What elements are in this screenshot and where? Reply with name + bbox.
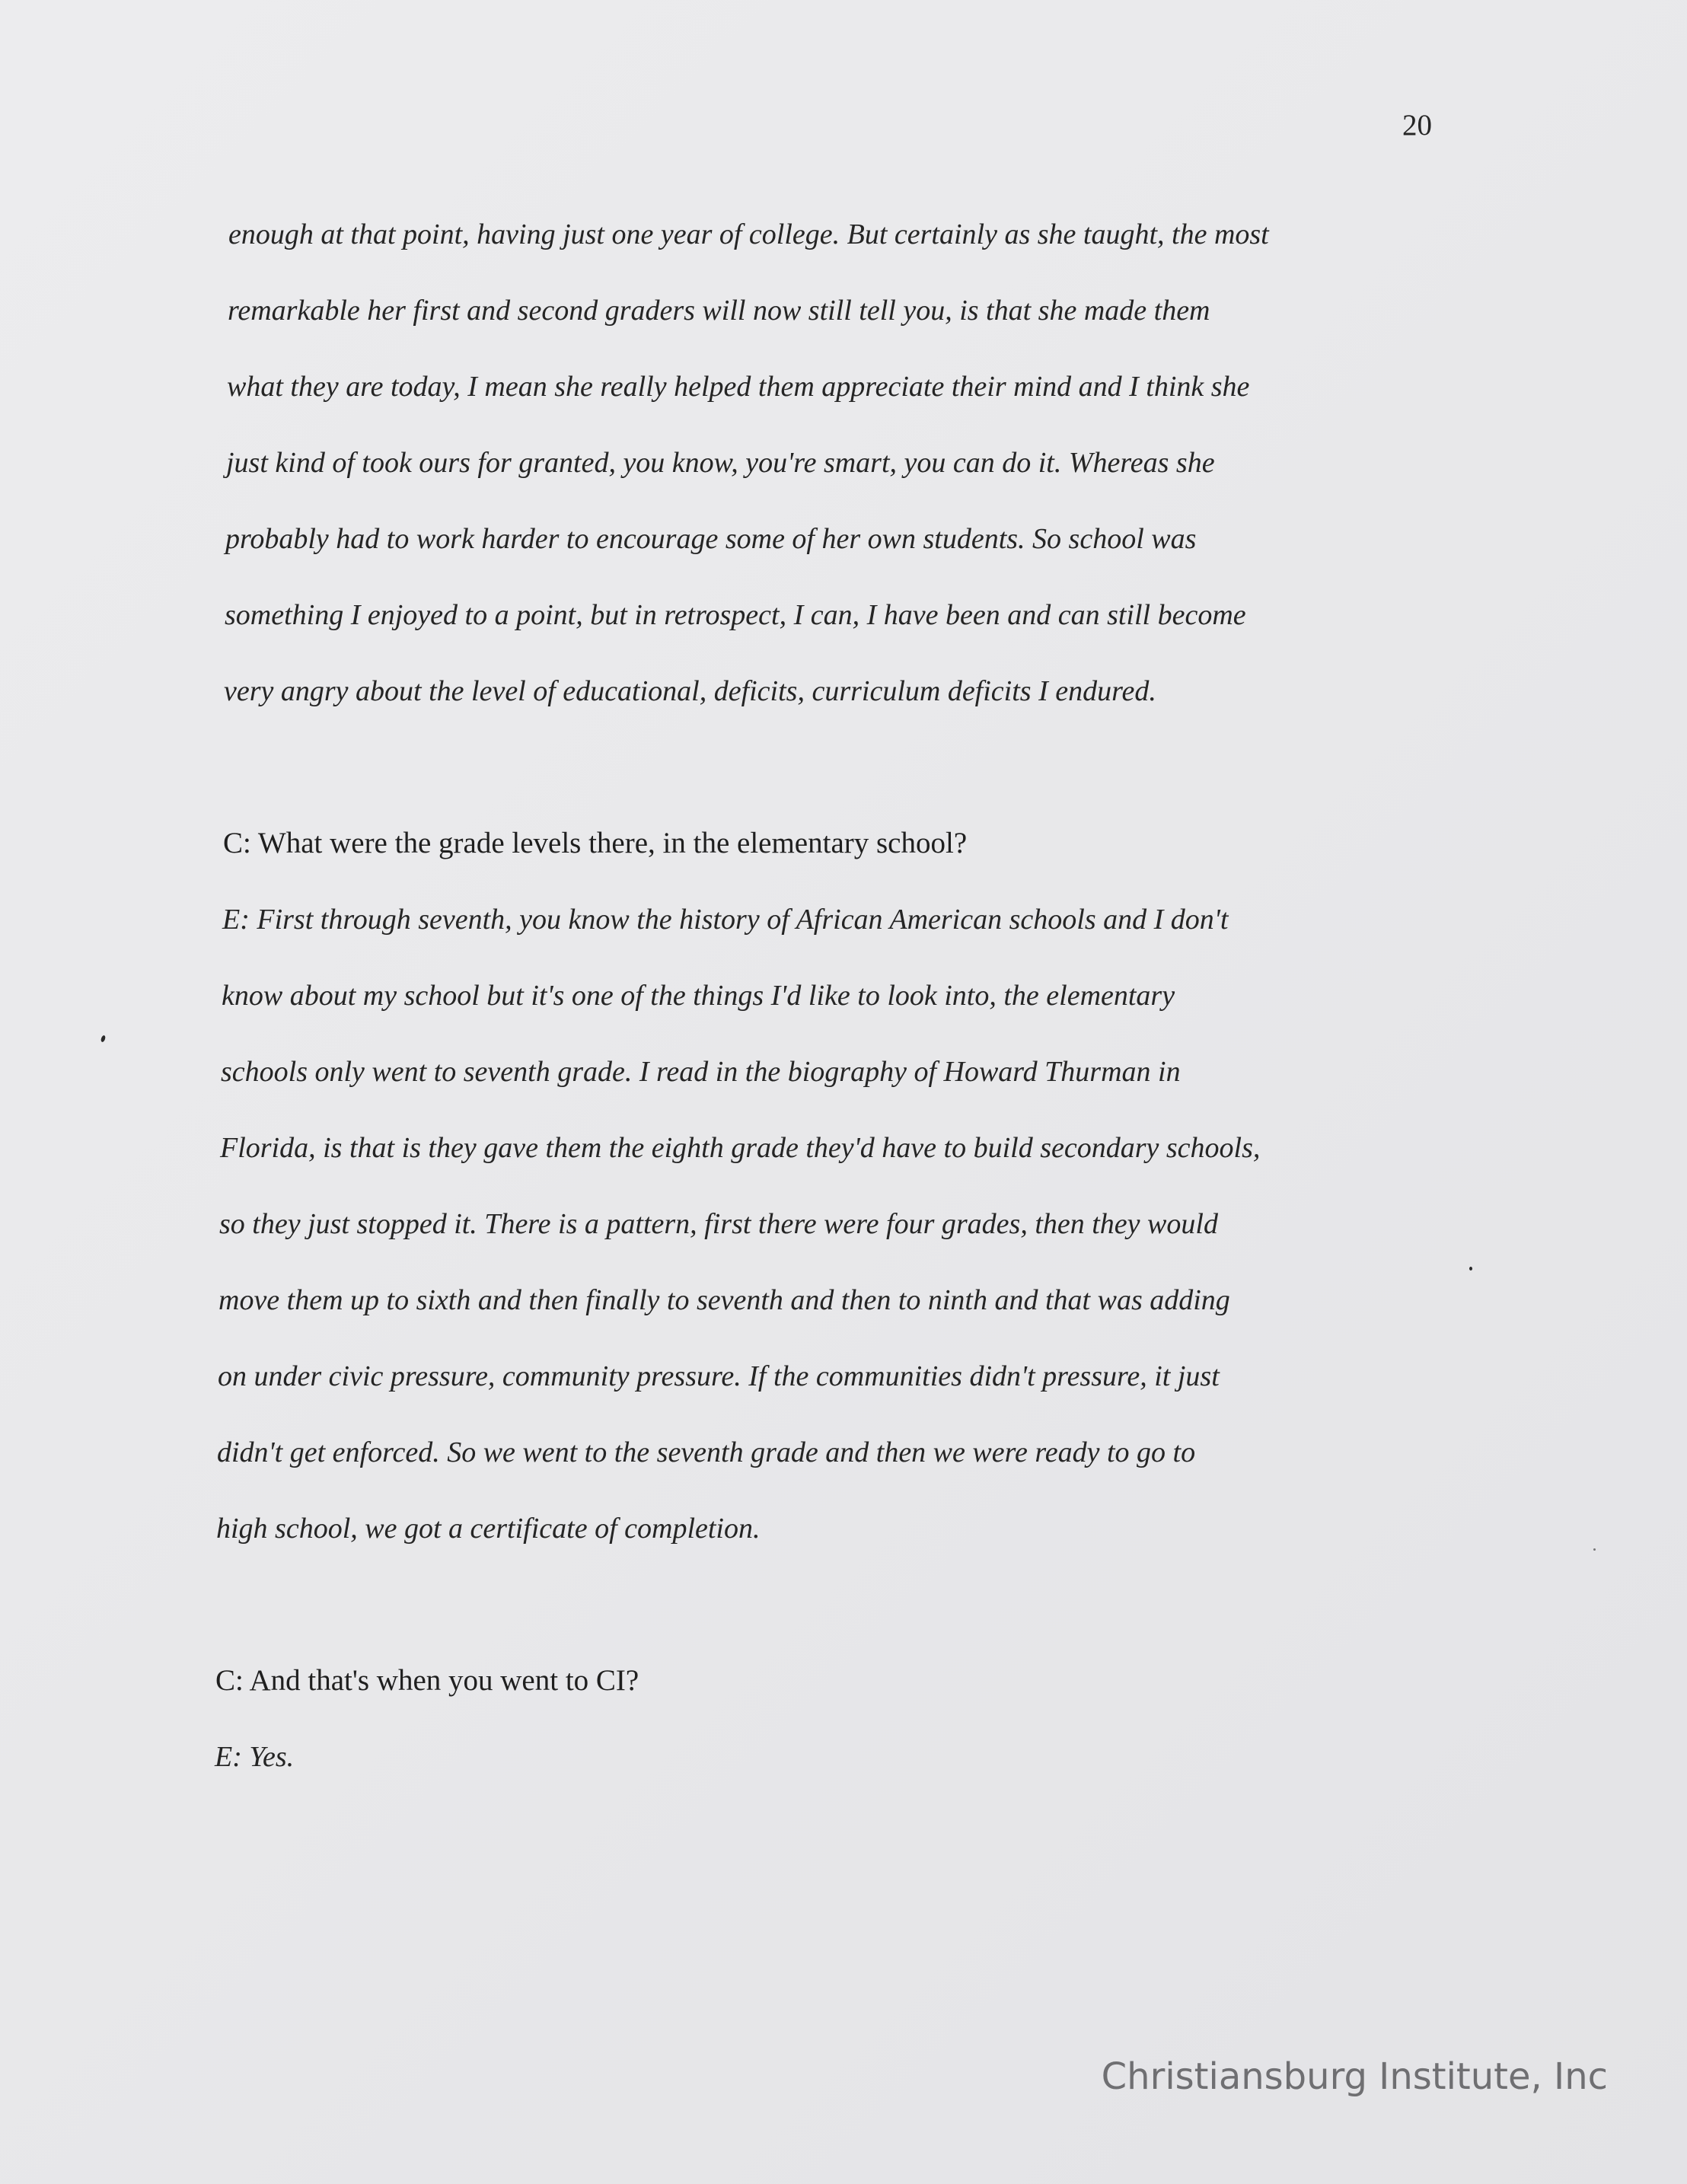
transcript-line: high school, we got a certificate of completion. xyxy=(216,1513,761,1545)
paragraph-gap xyxy=(228,1567,1446,1643)
paragraph-gap xyxy=(228,729,1446,805)
transcript-line: something I enjoyed to a point, but in retrospect, I can, I have been and can still become xyxy=(225,599,1246,631)
transcript-line: schools only went to seventh grade. I read in the biography of Howard Thurman in xyxy=(221,1056,1181,1088)
interviewer-question: C: And that's when you went to CI? xyxy=(215,1664,639,1697)
transcript-line: didn't get enforced. So we went to the seventh grade and then we were ready to go to xyxy=(217,1436,1196,1468)
transcript-line: E: First through seventh, you know the history of African American schools and I don't xyxy=(222,904,1229,936)
page-number: 20 xyxy=(1402,109,1432,142)
transcript-line: Florida, is that is they gave them the eighth grade they'd have to build secondary schools, xyxy=(220,1132,1261,1164)
transcript-line: probably had to work harder to encourage some of her own students. So school was xyxy=(225,523,1197,555)
transcript-body xyxy=(215,196,1446,1795)
transcript-line: on under civic pressure, community pressure. If the communities didn't pressure, it just xyxy=(218,1360,1220,1392)
interviewer-question: C: What were the grade levels there, in the elementary school? xyxy=(223,827,968,859)
watermark: Christiansburg Institute, Inc xyxy=(1101,2055,1608,2098)
scan-speck xyxy=(1593,1548,1596,1551)
transcript-line: remarkable her first and second graders will now still tell you, is that she made them xyxy=(228,295,1210,327)
scan-speck xyxy=(100,1035,107,1042)
transcript-line: enough at that point, having just one year of college. But certainly as she taught, the most xyxy=(228,218,1269,250)
transcript-line: very angry about the level of educational, deficits, curriculum deficits I endured. xyxy=(224,675,1156,707)
transcript-line: know about my school but it's one of the things I'd like to look into, the elementary xyxy=(222,980,1175,1012)
transcript-line: so they just stopped it. There is a pattern, first there were four grades, then they would xyxy=(219,1208,1218,1240)
transcript-line: what they are today, I mean she really helped them appreciate their mind and I think she xyxy=(227,371,1250,403)
transcript-line: E: Yes. xyxy=(215,1741,295,1773)
transcript-line: just kind of took ours for granted, you know, you're smart, you can do it. Whereas she xyxy=(226,447,1215,479)
transcript-line: move them up to sixth and then finally to seventh and then to ninth and that was adding xyxy=(218,1284,1230,1316)
scan-speck xyxy=(1469,1267,1472,1271)
